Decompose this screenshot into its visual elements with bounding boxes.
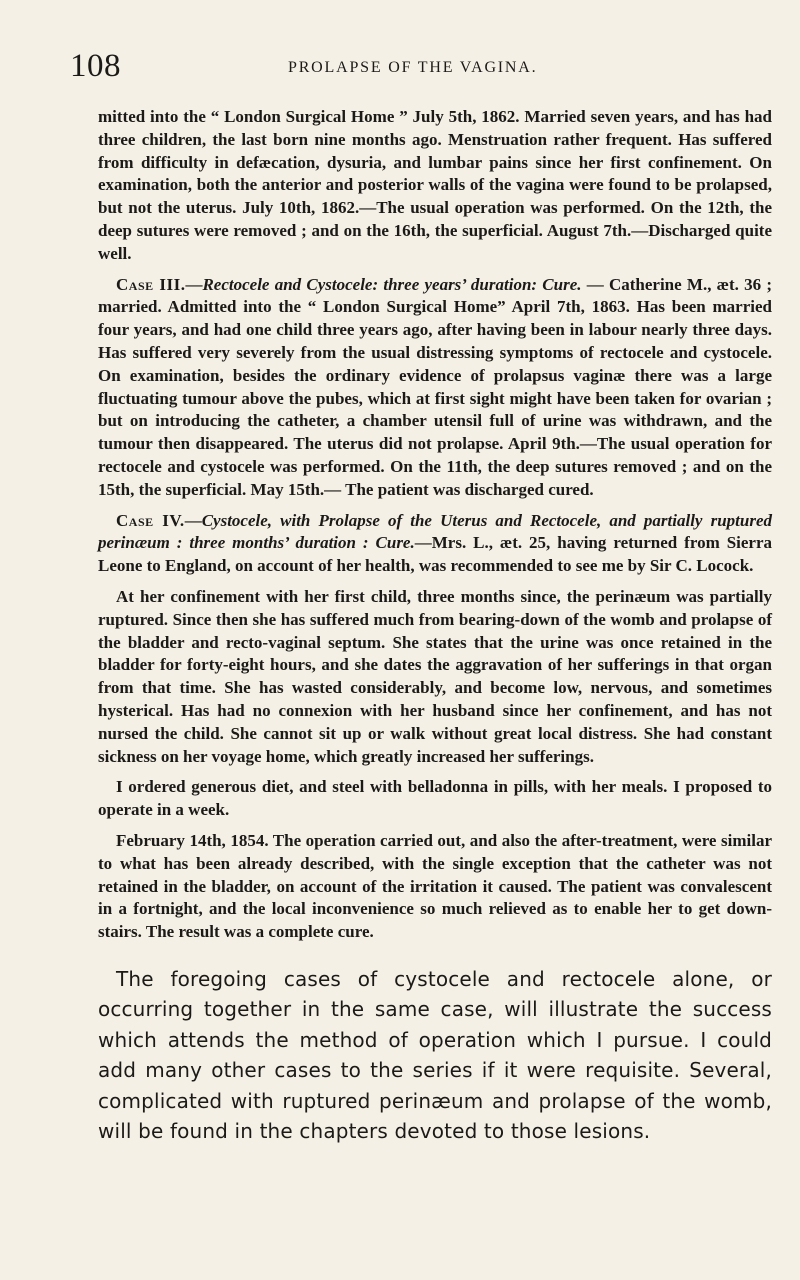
case-iv-dash: — xyxy=(184,510,202,530)
running-title: PROLAPSE OF THE VAGINA. xyxy=(288,59,538,76)
paragraph-operation: February 14th, 1854. The operation carried out, and also the after-treatment, were similar to what has been already described, with the single exception that the catheter was not retained in the bladder, on account of the irritation it caused. The patient was convalescent in a fortnight, and the local inconvenience so much relieved as to enable her to get down-stairs. The result was a complete cure. xyxy=(98,830,772,942)
closing-paragraph: The foregoing cases of cystocele and rectocele alone, or occurring together in the same case, will illustrate the success which attends the method of operation which I pursue. I could add many other cases to the series if it were requisite. Several, complicated with ruptured perinæum and prolapse of the womb, will be found in the chapters devoted to those lesions. xyxy=(98,966,772,1144)
case-iv-title: Cystocele, with Prolapse of the Uterus and Rectocele, and partially ruptured perinæum : three months’ duration : Cure. xyxy=(98,510,772,553)
case-iv-text: —Mrs. L., æt. 25, having returned from Sierra Leone to England, on account of her health, was recommended to see me by Sir C. Locock. xyxy=(98,533,773,576)
paragraph-confinement: At her confinement with her first child, three months since, the perinæum was partially ruptured. Since then she has suffered much from bearing-down of the womb and prolapse of the bladder and recto-vaginal septum. She states that the urine was once retained in the bladder for forty-eight hours, and she dates the aggravation of her sufferings in that organ from that time. She has wasted considerably, and become low, nervous, and sometimes hysterical. Has had no connexion with her husband since her confinement, and has not nursed the child. She cannot sit up or walk without great local distress. She had constant sickness on her voyage home, which greatly increased her sufferings. xyxy=(98,586,772,766)
case-iii-text: — Catherine M., æt. 36 ; married. Admitted into the “ London Surgical Home” April 7th, 1863. Has been married four years, and had one child three years ago, after having been in labour nearly three days. Has suffered very severely from the usual distressing symptoms of rectocele and cystocele. On examination, besides the ordinary evidence of prolapsus vaginæ there was a large fluctuating tumour above the pubes, which at first sight might have been taken for ovarian ; but on introducing the catheter, a chamber utensil full of urine was withdrawn, and the tumour then disappeared. The uterus did not prolapse. April 9th.—The usual operation for rectocele and cystocele was performed. On the 11th, the deep sutures removed ; and on the 15th, the superficial. May 15th.— The patient was discharged cured. xyxy=(98,274,772,499)
case-iii-dash: — xyxy=(185,274,203,294)
paragraph-case-ii-continued: mitted into the “ London Surgical Home ” July 5th, 1862. Married seven years, and has had three children, the last born nine months ago. Menstruation rather frequent. Has suffered from difficulty in defæcation, dysuria, and lumbar pains since her first confinement. On examination, both the anterior and posterior walls of the vagina were found to be prolapsed, but not the uterus. July 10th, 1862.—The usual operation was performed. On the 12th, the deep sutures were removed ; and on the 16th, the superficial. August 7th.—Discharged quite well. xyxy=(98,107,772,263)
case-iii-title: Rectocele and Cystocele: three years’ duration: Cure. xyxy=(202,274,582,294)
case-iii-label: Case III. xyxy=(116,274,186,294)
page-number: 108 xyxy=(70,48,121,84)
body-text xyxy=(98,106,772,1147)
case-iv-label: Case IV. xyxy=(116,510,185,530)
paragraph-case-iii xyxy=(98,274,772,502)
running-head xyxy=(52,48,748,92)
paragraph-case-iv xyxy=(98,510,772,578)
paragraph-treatment: I ordered generous diet, and steel with belladonna in pills, with her meals. I proposed to operate in a week. xyxy=(98,777,772,820)
